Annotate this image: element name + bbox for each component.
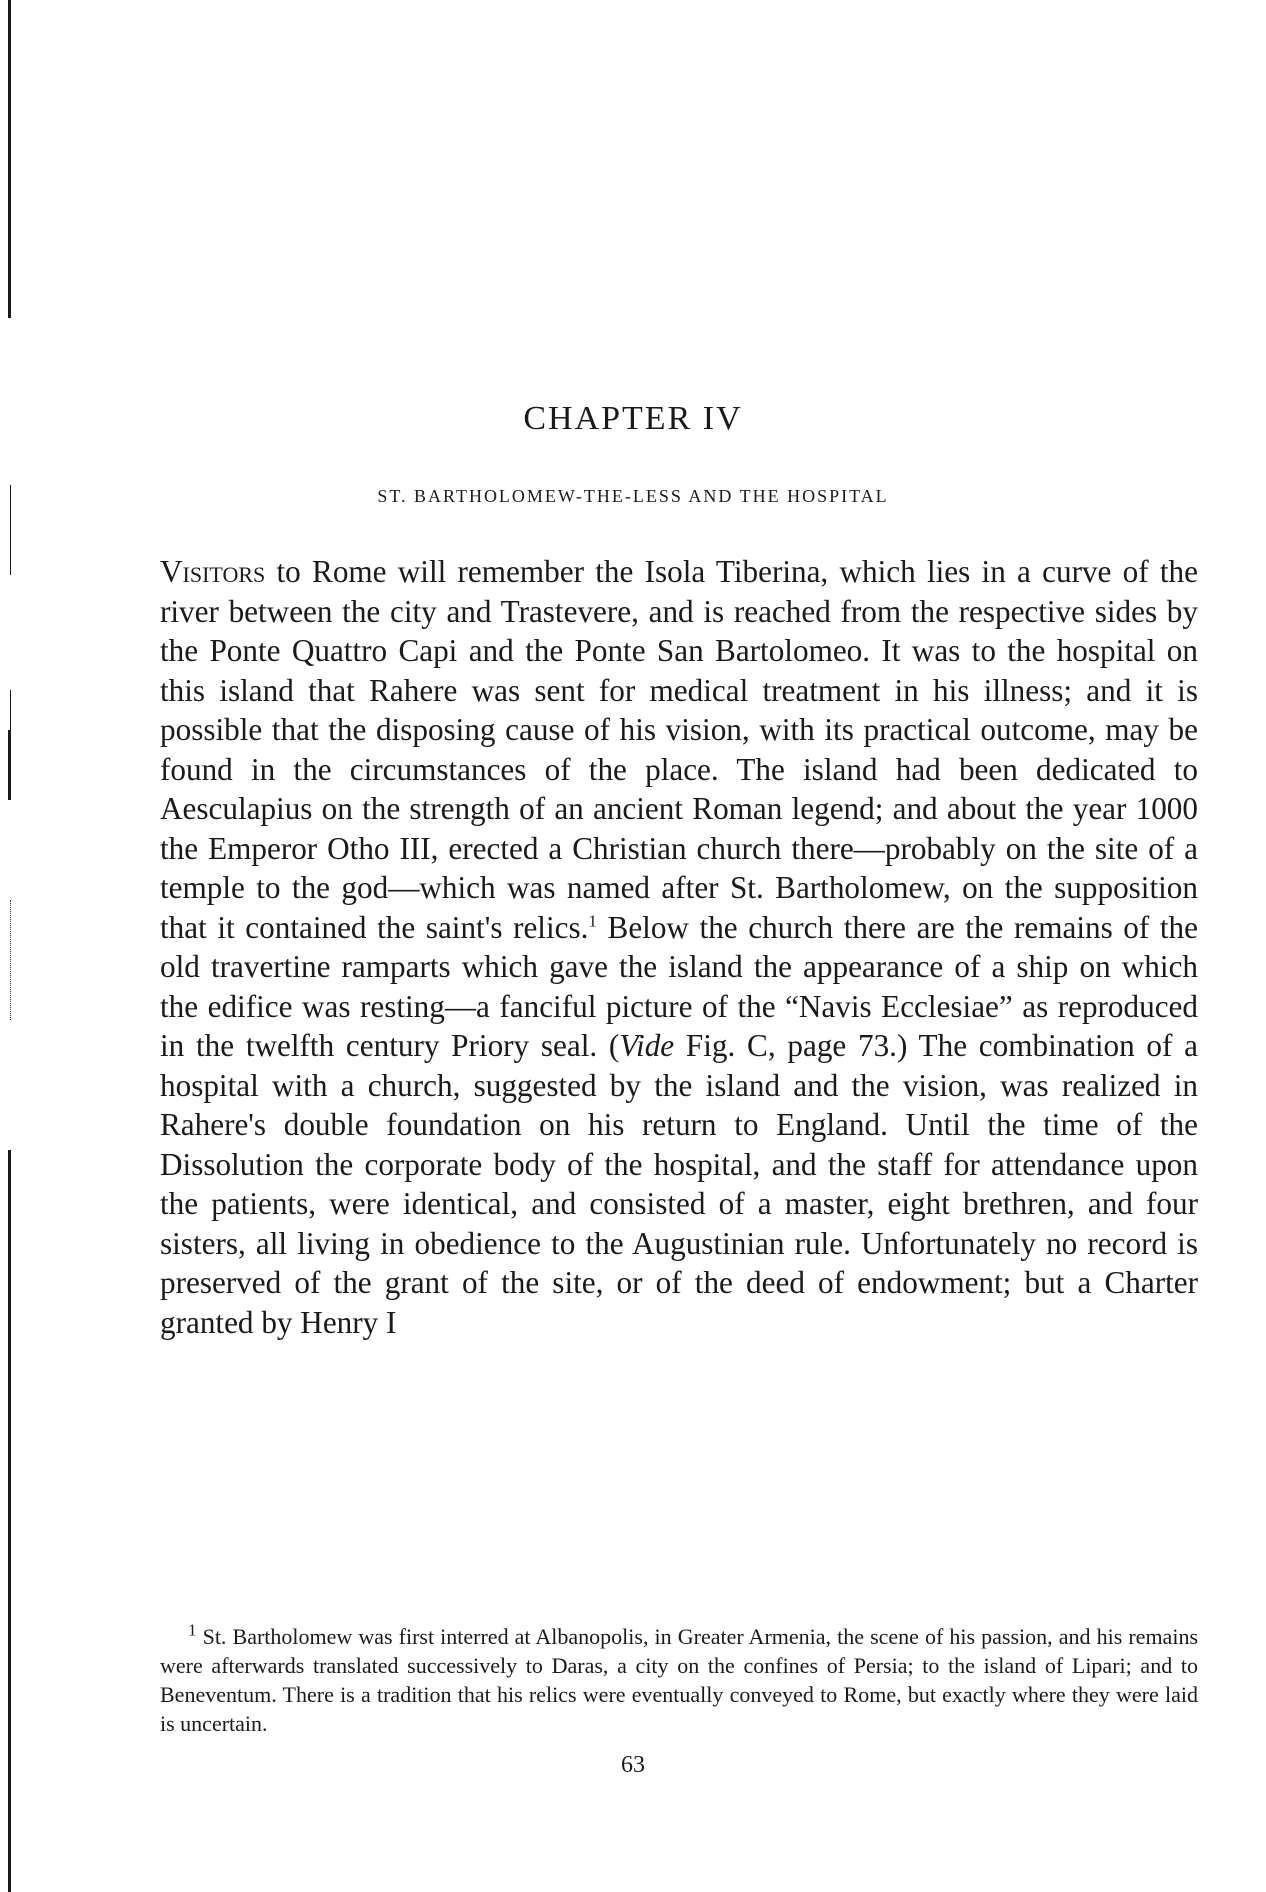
footnote (160, 1622, 1198, 1738)
body-text-part: to Rome will remember the Isola Tiberina, which lies in a curve of the river between the city and Trastevere, and is reached from the respective sides by the Ponte Quattro Capi and the Ponte San Bartolomeo. It was to the hospital on this island that Rahere was sent for medical treatment in his illness; and it is possible that the disposing cause of his vision, with its practical outcome, may be found in the circumstances of the place. The island had been dedicated to Aesculapius on the strength of an ancient Roman legend; and about the year 1000 the Emperor Otho III, erected a Christian church there—probably on the site of a temple to the god—which was named after St. Bartholomew, on the supposition that it contained the saint's relics. (160, 554, 1198, 945)
chapter-title: CHAPTER IV (523, 400, 743, 437)
footnote-reference: 1 (588, 911, 597, 931)
scan-margin-mark (8, 0, 11, 318)
footnote-text: St. Bartholomew was first interred at Albanopolis, in Greater Armenia, the scene of his passion, and his remains were afterwards translated successively to Daras, a city on the confines of Persia; to the island of Lipari; and to Beneventum. There is a tradition that his relics were eventually conveyed to Rome, but exactly where they were laid is uncertain. (160, 1624, 1198, 1736)
body-text-part: Fig. C, page 73.) The combination of a hospital with a church, suggested by the island and the vision, was realized in Rahere's double foundation on his return to England. Until the time of the Dissolution the corporate body of the hospital, and the staff for attendance upon the patients, were identical, and consisted of a master, eight brethren, and four sisters, all living in obedience to the Augustinian rule. Unfortunately no record is preserved of the grant of the site, or of the deed of endowment; but a Charter granted by Henry I (160, 1028, 1198, 1340)
scan-margin-mark (8, 1150, 11, 1892)
body-text-part: Below the church there are the remains of the old travertine ramparts which gave the island the appearance of a ship on which the edifice was resting—a fanciful picture of the “Navis Ecclesiae” as reproduced in the twelfth century Priory seal. ( (160, 909, 1198, 1063)
lead-word: Visitors (160, 554, 266, 589)
footnote-marker: 1 (188, 1620, 197, 1640)
page-number: 63 (621, 1752, 645, 1778)
chapter-subtitle: ST. BARTHOLOMEW-THE-LESS AND THE HOSPITAL (377, 486, 889, 506)
body-paragraph (160, 552, 1198, 1342)
scan-margin-mark (10, 900, 12, 1020)
scan-margin-mark (8, 730, 11, 800)
vide-italic: Vide (619, 1028, 675, 1063)
